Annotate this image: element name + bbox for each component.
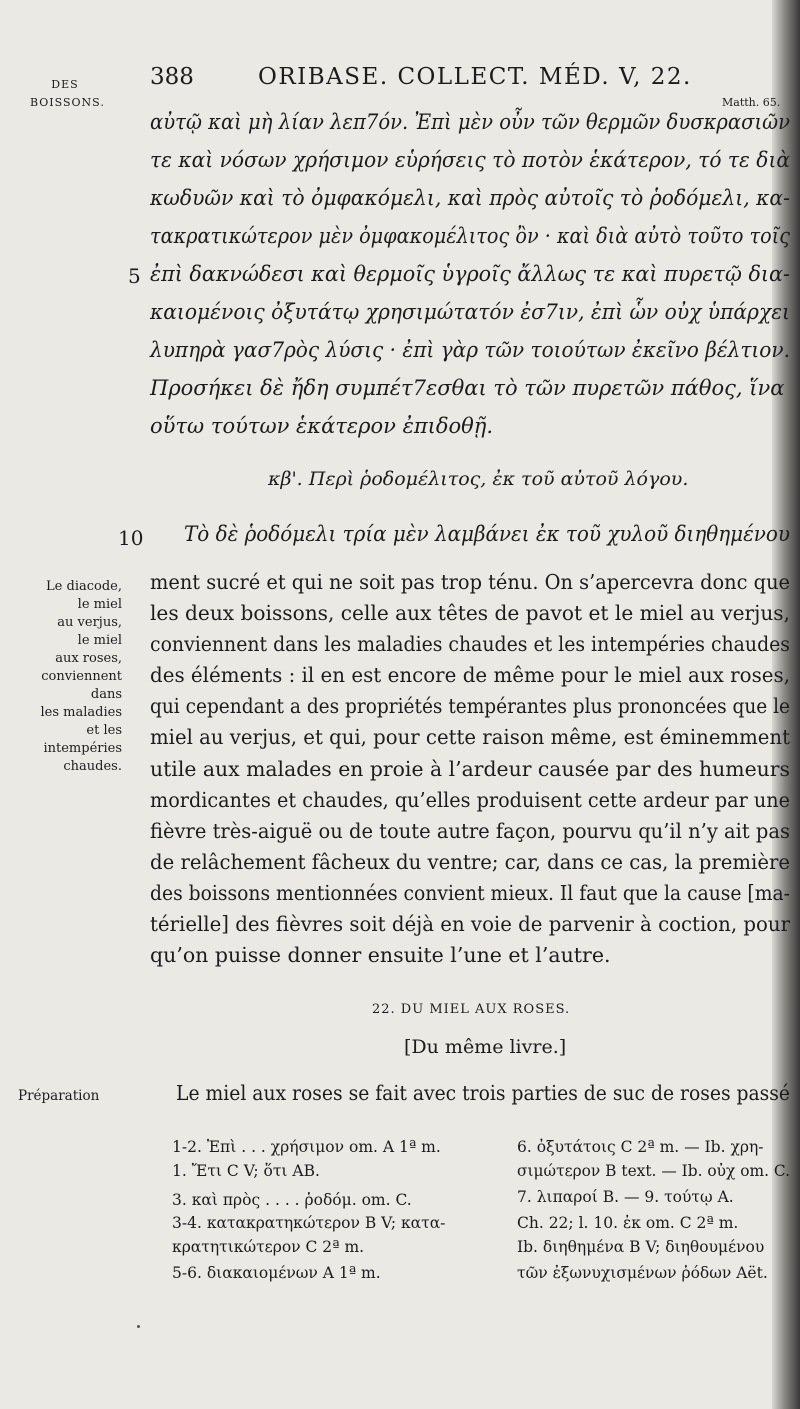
- french-line: des éléments : il en est encore de même pour le miel aux roses,: [150, 663, 791, 687]
- section-22-subtitle: [Du même livre.]: [404, 1036, 567, 1058]
- footnote: Ib. διηθημένα B V; διηθουμένου: [517, 1238, 765, 1256]
- french-line: qu’on puisse donner ensuite l’une et l’autre.: [150, 943, 611, 967]
- french-line: qui cependant a des propriétés tempérantes plus prononcées que le: [150, 694, 791, 718]
- margin-note-line: chaudes.: [63, 759, 122, 774]
- french-line: ment sucré et qui ne soit pas trop ténu. On s’apercevra donc que: [150, 570, 791, 594]
- margin-note-line: le miel: [77, 597, 122, 612]
- greek-line: οὕτω τούτων ἑκάτερον ἐπιδοθῇ.: [150, 414, 494, 438]
- footnote: κρατητικώτερον C 2ª m.: [172, 1238, 365, 1256]
- greek-line: τε καὶ νόσων χρήσιμον εὑρήσεις τὸ ποτὸν ἑκάτερον, τό τε διὰ: [150, 148, 791, 172]
- margin-note-line: et les: [86, 723, 122, 738]
- margin-note-line: les maladies: [40, 705, 122, 720]
- footnote: 6. ὀξυτάτοις C 2ª m. — Ib. χρη-: [517, 1138, 764, 1156]
- greek-section-heading: κβ'. Περὶ ῥοδομέλιτος, ἐκ τοῦ αὐτοῦ λόγου.: [268, 468, 689, 490]
- french-line: conviennent dans les maladies chaudes et les intempéries chaudes: [150, 632, 790, 656]
- french-line: fièvre très-aiguë ou de toute autre façon, pourvu qu’il n’y ait pas: [150, 819, 791, 843]
- greek-line: Προσήκει δὲ ἤδη συμπέτ7εσθαι τὸ τῶν πυρετῶν πάθος, ἵνα: [150, 376, 785, 400]
- footnote: 5-6. διακαιομένων A 1ª m.: [172, 1264, 381, 1282]
- french-line: des boissons mentionnées convient mieux. Il faut que la cause [ma-: [150, 881, 790, 905]
- section-22-title: 22. DU MIEL AUX ROSES.: [372, 1002, 571, 1017]
- running-head-line: BOISSONS.: [30, 96, 105, 109]
- footnote: 3-4. κατακρατηκώτερον B V; κατα-: [172, 1214, 446, 1232]
- footnote: τῶν ἐξωνυχισμένων ῥόδων Aët.: [517, 1264, 768, 1282]
- greek-line: τακρατικώτερον μὲν ὀμφακομέλιτος ὂν · καὶ διὰ αὐτὸ τοῦτο τοῖς: [150, 224, 791, 248]
- footnote: 1-2. Ἐπὶ . . . χρήσιμον om. A 1ª m.: [172, 1138, 441, 1156]
- ink-speck: [137, 1325, 140, 1328]
- margin-preparation: Préparation: [18, 1088, 100, 1104]
- matthaei-reference: Matth. 65.: [722, 96, 781, 109]
- margin-note: [10, 578, 122, 776]
- page-number: 388: [150, 64, 194, 90]
- greek-line: αὐτῷ καὶ μὴ λίαν λεπ7όν. Ἐπὶ μὲν οὖν τῶν θερμῶν δυσκρασιῶν: [150, 110, 791, 134]
- footnote: Ch. 22; l. 10. ἐκ om. C 2ª m.: [517, 1214, 739, 1232]
- footnote: σιμώτερον B text. — Ib. οὐχ om. C.: [517, 1162, 791, 1180]
- margin-note-line: au verjus,: [57, 615, 122, 630]
- greek-line: λυπηρὰ γασ7ρὸς λύσις · ἐπὶ γὰρ τῶν τοιούτων ἐκεῖνο βέλτιον.: [150, 338, 790, 362]
- french-line: térielle] des fièvres soit déjà en voie de parvenir à coction, pour: [150, 912, 791, 936]
- greek-line: κωδυῶν καὶ τὸ ὀμφακόμελι, καὶ πρὸς αὐτοῖς τὸ ῥοδόμελι, κα-: [150, 186, 790, 210]
- footnote: 1. Ἔτι C V; ὅτι AB.: [172, 1162, 320, 1180]
- footnote: 3. καὶ πρὸς . . . . ῥοδόμ. om. C.: [172, 1191, 412, 1209]
- french-line: les deux boissons, celle aux têtes de pavot et le miel au verjus,: [150, 601, 791, 625]
- running-title: ORIBASE. COLLECT. MÉD. V, 22.: [258, 64, 692, 90]
- french-line: de relâchement fâcheux du ventre; car, dans ce cas, la première: [150, 850, 790, 874]
- margin-note-line: dans: [90, 687, 122, 702]
- margin-note-line: conviennent: [41, 669, 122, 684]
- margin-note-line: le miel: [77, 633, 122, 648]
- greek-line: ἐπὶ δακνώδεσι καὶ θερμοῖς ὑγροῖς ἄλλως τε καὶ πυρετῷ δια-: [150, 262, 790, 286]
- margin-note-line: aux roses,: [55, 651, 122, 666]
- french-line: miel au verjus, et qui, pour cette raison même, est éminemment: [150, 725, 791, 749]
- french-line: utile aux malades en proie à l’ardeur causée par des humeurs: [150, 757, 790, 781]
- margin-note-line: intempéries: [43, 741, 122, 756]
- line-number: 5: [128, 264, 141, 288]
- running-head-left: [30, 76, 105, 112]
- running-head-line: DES: [51, 78, 79, 91]
- line-number: 10: [118, 526, 144, 550]
- french-line: mordicantes et chaudes, qu’elles produisent cette ardeur par une: [150, 788, 791, 812]
- footnote: 7. λιπαροί B. — 9. τούτῳ A.: [517, 1188, 734, 1206]
- greek-line: Τὸ δὲ ῥοδόμελι τρία μὲν λαμβάνει ἐκ τοῦ χυλοῦ διηθημένου: [184, 522, 790, 546]
- greek-line: καιομένοις ὀξυτάτῳ χρησιμώτατόν ἐσ7ιν, ἐπὶ ὧν οὐχ ὑπάρχει: [150, 300, 790, 324]
- section-22-text: Le miel aux roses se fait avec trois parties de suc de roses passé: [176, 1081, 791, 1105]
- margin-note-line: Le diacode,: [46, 579, 122, 594]
